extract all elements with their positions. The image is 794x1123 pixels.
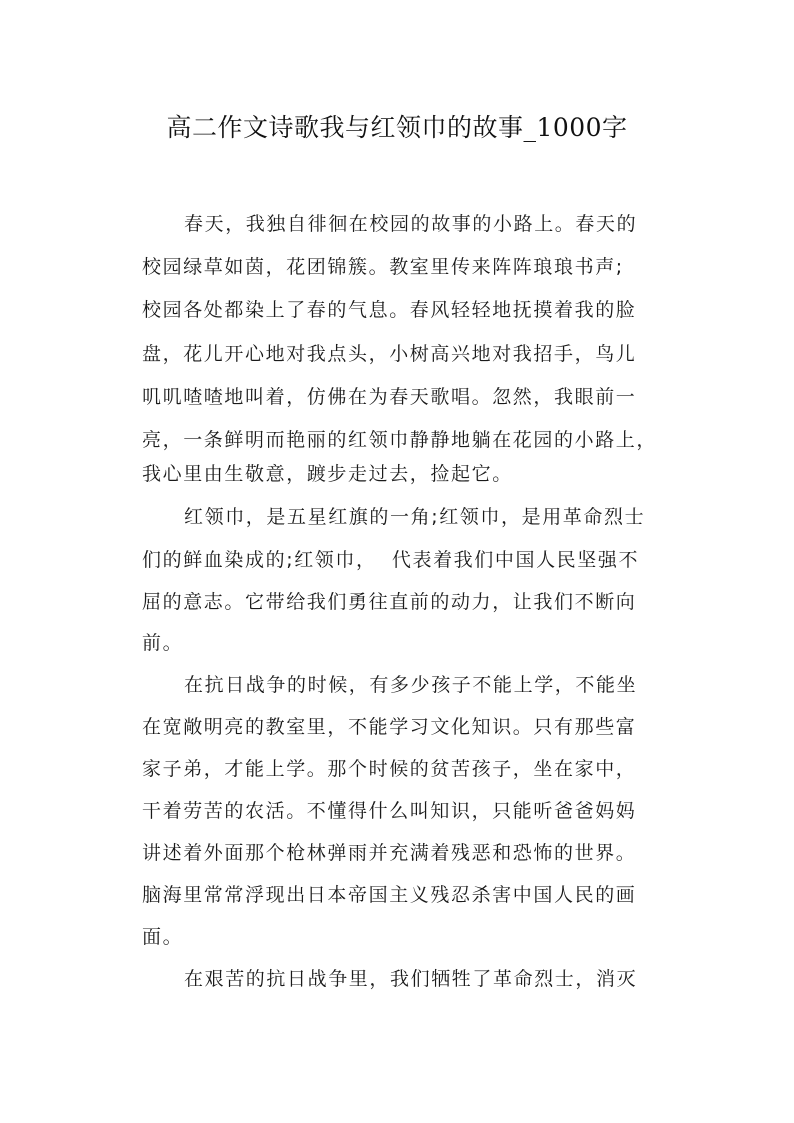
- body-line: 面。: [142, 926, 184, 948]
- body-line: 干着劳苦的农活。不懂得什么叫知识，只能听爸爸妈妈: [142, 800, 637, 822]
- body-line: 在宽敞明亮的教室里，不能学习文化知识。只有那些富: [142, 716, 637, 738]
- document-title: 高二作文诗歌我与红领巾的故事_1000字: [166, 113, 628, 142]
- body-line: 叽叽喳喳地叫着，仿佛在为春天歌唱。忽然，我眼前一: [142, 386, 637, 408]
- body-line: 红领巾，是五星红旗的一角;红领巾，是用革命烈士: [184, 506, 646, 528]
- body-line: 春天，我独自徘徊在校园的故事的小路上。春天的: [184, 213, 638, 235]
- body-line: 讲述着外面那个枪林弹雨并充满着残恶和恐怖的世界。: [142, 842, 637, 864]
- body-line: 在艰苦的抗日战争里，我们牺牲了革命烈士，消灭: [184, 968, 638, 990]
- body-line: 盘，花儿开心地对我点头，小树高兴地对我招手，鸟儿: [142, 343, 637, 365]
- body-line: 们的鲜血染成的;红领巾， 代表着我们中国人民坚强不: [142, 549, 640, 571]
- body-line: 前。: [142, 632, 184, 654]
- body-line: 脑海里常常浮现出日本帝国主义残忍杀害中国人民的画: [142, 884, 637, 906]
- body-line: 屈的意志。它带给我们勇往直前的动力，让我们不断向: [142, 591, 637, 613]
- body-line: 我心里由生敬意，踱步走过去，捡起它。: [142, 463, 513, 485]
- body-line: 校园各处都染上了春的气息。春风轻轻地抚摸着我的脸: [142, 299, 637, 321]
- body-line: 在抗日战争的时候，有多少孩子不能上学，不能坐: [184, 674, 638, 696]
- body-line: 校园绿草如茵，花团锦簇。教室里传来阵阵琅琅书声;: [142, 256, 624, 278]
- body-line: 亮，一条鲜明而艳丽的红领巾静静地躺在花园的小路上，: [142, 429, 658, 451]
- body-line: 家子弟，才能上学。那个时候的贫苦孩子，坐在家中，: [142, 758, 637, 780]
